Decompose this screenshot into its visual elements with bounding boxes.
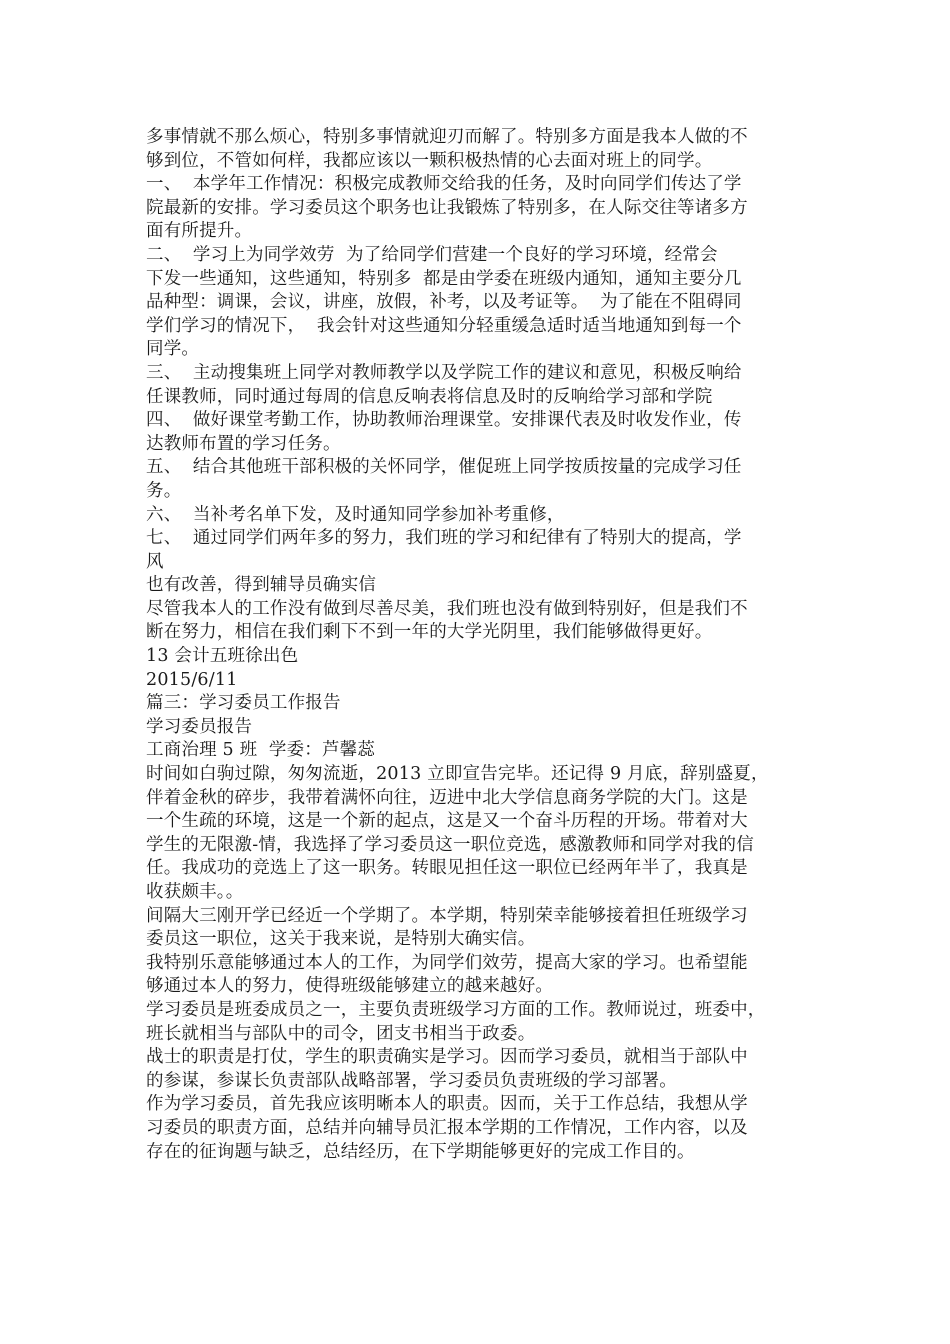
text-line: 够到位，不管如何样，我都应该以一颗积极热情的心去面对班上的同学。 [146, 150, 713, 171]
text-line: 也有改善，得到辅导员确实信 [146, 575, 377, 596]
text-line: 存在的征询题与缺乏，总结经历，在下学期能够更好的完成工作目的。 [146, 1141, 695, 1162]
text-line: 尽管我本人的工作没有做到尽善尽美，我们班也没有做到特别好，但是我们不 [146, 598, 748, 619]
text-line: 下发一些通知，这些通知，特别多 都是由学委在班级内通知，通知主要分几 [146, 268, 742, 289]
text-line: 二、 学习上为同学效劳 为了给同学们营建一个良好的学习环境，经常会 [146, 244, 718, 265]
text-line: 五、 结合其他班干部积极的关怀同学，催促班上同学按质按量的完成学习任 [146, 457, 742, 478]
text-line: 战士的职责是打仗，学生的职责确实是学习。因而学习委员，就相当于部队中 [146, 1047, 748, 1068]
text-line: 务。 [146, 480, 182, 501]
text-line: 委员这一职位，这关于我来说，是特别大确实信。 [146, 929, 536, 950]
text-line: 面有所提升。 [146, 221, 253, 242]
text-line: 收获颇丰。。 [146, 882, 244, 902]
text-line: 同学。 [146, 339, 200, 360]
text-line: 我特别乐意能够通过本人的工作，为同学们效劳，提高大家的学习。也希望能 [146, 952, 748, 973]
text-line: 风 [146, 551, 164, 572]
text-line: 2015/6/11 [146, 669, 238, 690]
text-line: 间隔大三刚开学已经近一个学期了。本学期，特别荣幸能够接着担任班级学习 [146, 905, 748, 926]
text-line: 一、 本学年工作情况：积极完成教师交给我的任务，及时向同学们传达了学 [146, 174, 742, 195]
document-body [146, 126, 810, 1164]
text-line: 一个生疏的环境，这是一个新的起点，这是又一个奋斗历程的开场。带着对大 [146, 811, 748, 832]
text-line: 的参谋，参谋长负责部队战略部署，学习委员负责班级的学习部署。 [146, 1070, 677, 1091]
text-line: 多事情就不那么烦心，特别多事情就迎刃而解了。特别多方面是我本人做的不 [146, 127, 748, 147]
text-line: 够通过本人的努力，使得班级能够建立的越来越好。 [146, 976, 554, 997]
text-line: 三、 主动搜集班上同学对教师教学以及学院工作的建议和意见，积极反响给 [146, 362, 742, 383]
text-line: 四、 做好课堂考勤工作，协助教师治理课堂。安排课代表及时收发作业，传 [146, 410, 742, 431]
text-line: 达教师布置的学习任务。 [146, 433, 341, 454]
text-line: 13 会计五班徐出色 [146, 646, 299, 667]
text-line: 伴着金秋的碎步，我带着满怀向往，迈进中北大学信息商务学院的大门。这是 [146, 787, 748, 808]
text-line: 学生的无限激-情，我选择了学习委员这一职位竞选，感激教师和同学对我的信 [146, 834, 754, 855]
text-line: 作为学习委员，首先我应该明晰本人的职责。因而，关于工作总结，我想从学 [146, 1094, 748, 1115]
text-line: 任课教师，同时通过每周的信息反响表将信息及时的反响给学习部和学院 [146, 386, 713, 407]
report-title: 学习委员报告 [146, 716, 253, 737]
text-line: 六、 当补考名单下发，及时通知同学参加补考重修， [146, 504, 565, 525]
text-line: 学们学习的情况下， 我会针对这些通知分轻重缓急适时适当地通知到每一个 [146, 315, 742, 336]
section-heading: 篇三：学习委员工作报告 [146, 693, 341, 714]
author-line: 工商治理 5 班 学委：芦馨蕊 [146, 740, 376, 761]
text-line: 断在努力，相信在我们剩下不到一年的大学光阴里，我们能够做得更好。 [146, 622, 713, 643]
text-line: 院最新的安排。学习委员这个职务也让我锻炼了特别多，在人际交往等诸多方 [146, 197, 748, 218]
text-line: 七、 通过同学们两年多的努力，我们班的学习和纪律有了特别大的提高，学 [146, 528, 742, 549]
text-line: 任。我成功的竞选上了这一职务。转眼见担任这一职位已经两年半了，我真是 [146, 858, 748, 879]
text-line: 时间如白驹过隙，匆匆流逝，2013 立即宣告完毕。还记得 9 月底，辞别盛夏， [146, 764, 769, 785]
text-line: 习委员的职责方面，总结并向辅导员汇报本学期的工作情况，工作内容，以及 [146, 1117, 748, 1138]
text-line: 学习委员是班委成员之一，主要负责班级学习方面的工作。教师说过，班委中， [146, 999, 766, 1020]
text-line: 班长就相当与部队中的司令，团支书相当于政委。 [146, 1023, 536, 1044]
text-line: 品种型：调课，会议，讲座，放假，补考，以及考证等。 为了能在不阻碍同 [146, 292, 742, 313]
